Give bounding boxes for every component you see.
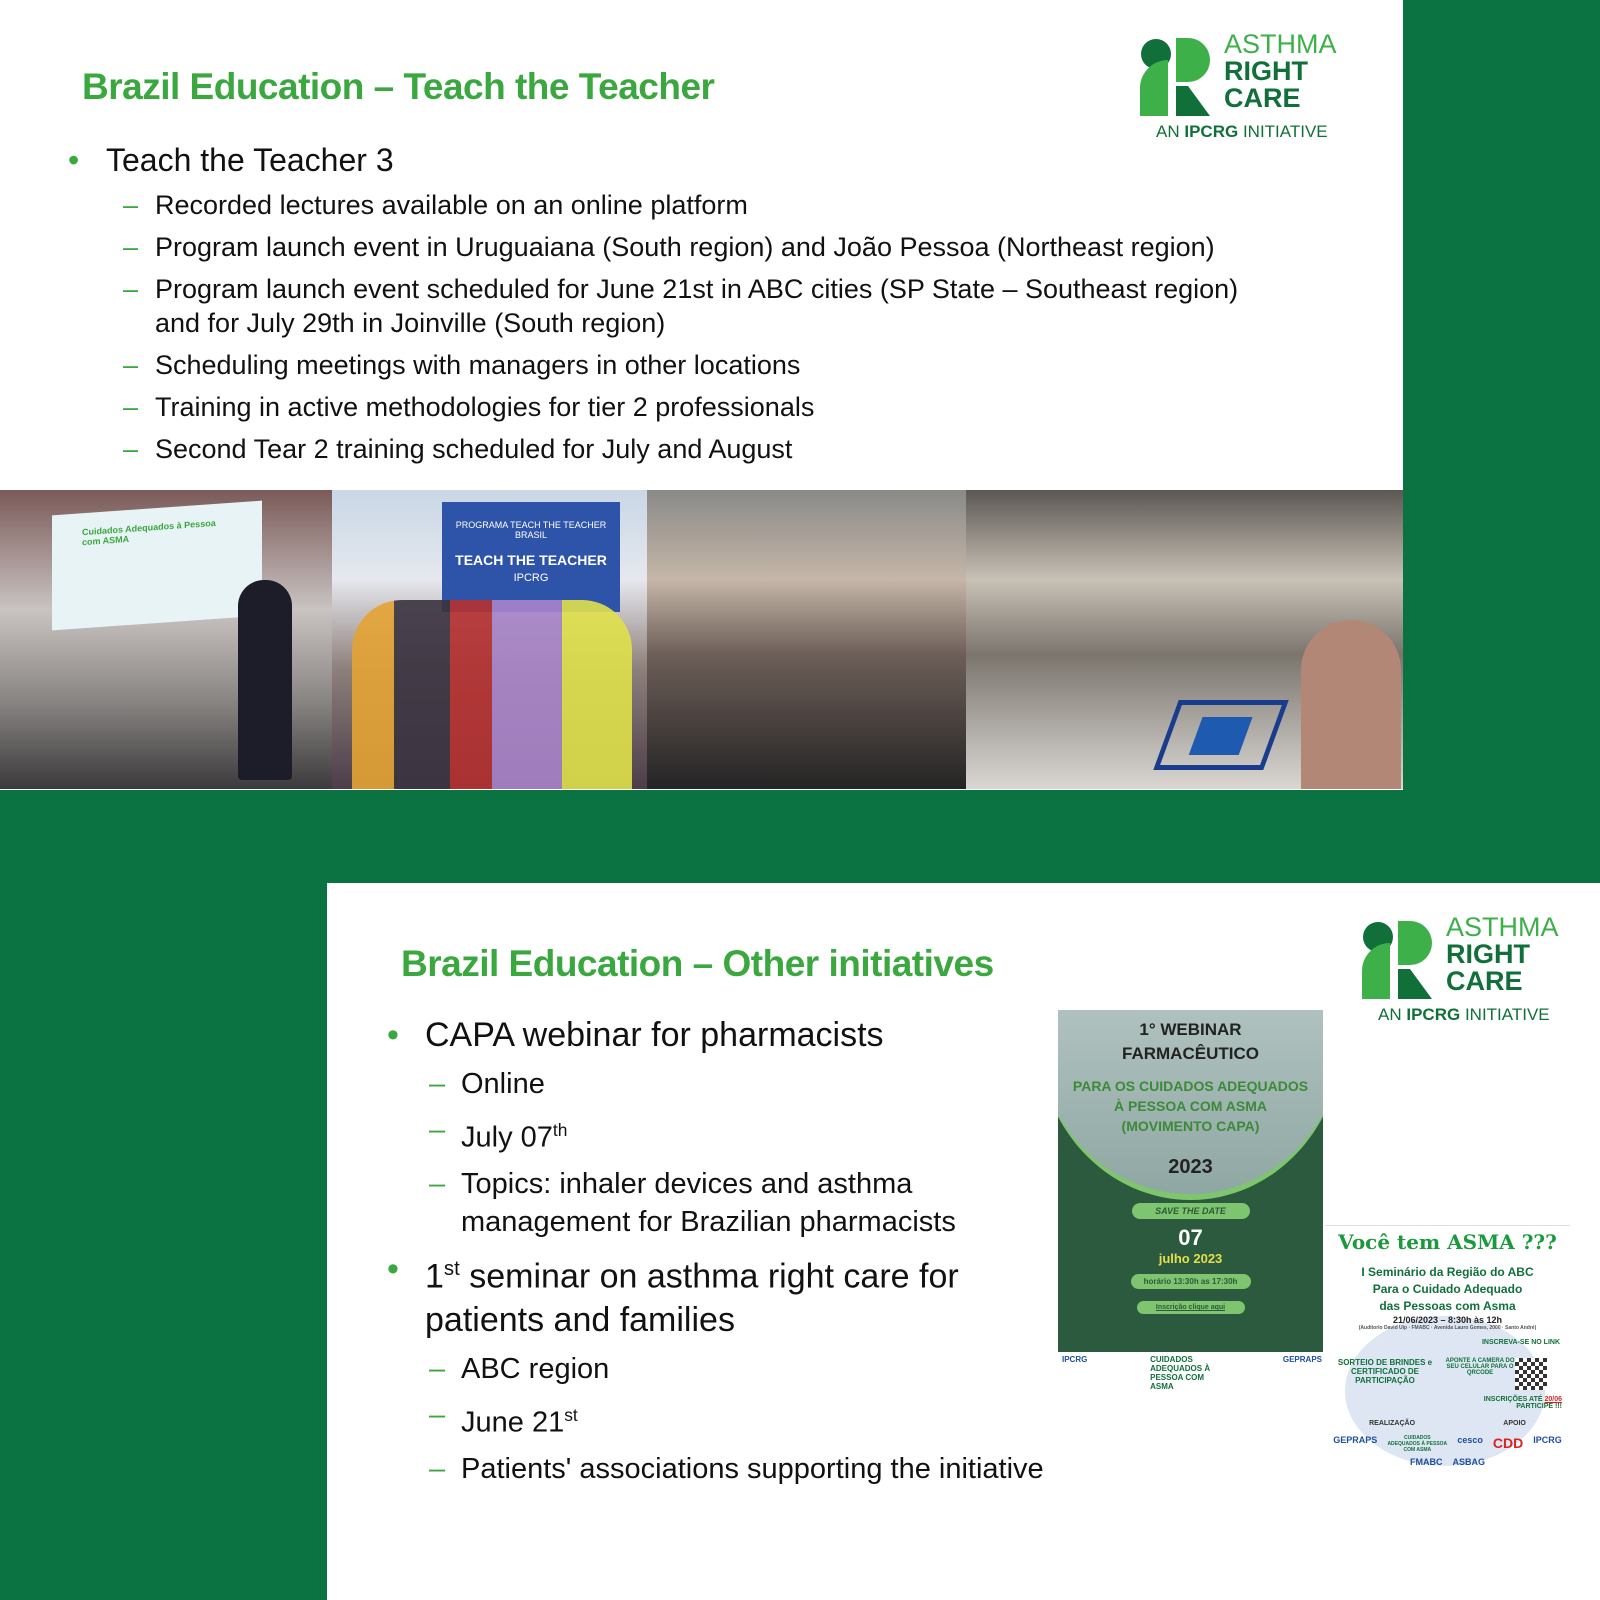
photo-group	[332, 490, 647, 789]
sub-bullet: – June 21st	[429, 1396, 1149, 1442]
sponsor-logos: GEPRAPS CUIDADOS ADEQUADOS À PESSOA COM ASMA cesco CDD IPCRG FMABC ASBAG	[1333, 1435, 1562, 1467]
webinar-poster	[1058, 1010, 1323, 1352]
bullet-list	[68, 140, 1328, 466]
slide-title: Brazil Education – Teach the Teacher	[82, 66, 715, 107]
sub-bullet: – Online	[429, 1065, 1077, 1103]
photo-lecture	[0, 490, 332, 789]
poster-venue: (Auditorio David Uip · FMABC · Avenida Lauro Gomes, 2000 · Santo André)	[1358, 1325, 1537, 1331]
poster-year: 2023	[1168, 1156, 1213, 1178]
people	[352, 600, 632, 789]
slide-teach-the-teacher	[0, 0, 1403, 790]
seminar-poster	[1325, 1225, 1570, 1570]
sub-bullet: – Program launch event in Uruguaiana (South region) and João Pessoa (Northeast region)	[123, 230, 1328, 264]
logo-line2: RIGHT	[1446, 939, 1530, 969]
sub-bullet: – Training in active methodologies for tier 2 professionals	[123, 390, 1328, 424]
ipcrg-logo: IPCRG	[1062, 1355, 1088, 1364]
bullet-item: • Teach the Teacher 3 – Recorded lectures available on an online platform – Program launch event in Uruguaiana (South region) and João Pessoa (Northeast region) – Program launch event scheduled for June 21st in ABC cities (SP State – Southeast region) and for July 29th in Joinville (South region) – Scheduling meetings with managers in other locations – Training in active methodologies for tier 2 professionals – Second Tear 2 training scheduled for July and August	[68, 140, 1328, 466]
poster-day: 07	[1178, 1225, 1203, 1250]
bullet-item: • CAPA webinar for pharmacists – Online – July 07th – Topics: inhaler devices and asthma management for Brazilian pharmacists	[387, 1013, 1077, 1241]
sub-bullet: – Patients' associations supporting the initiative	[429, 1450, 1149, 1488]
slide-title: Brazil Education – Other initiatives	[401, 943, 994, 984]
logo-line1: ASTHMA	[1224, 29, 1337, 59]
projected-slide: Cuidados Adequados à Pessoa com ASMA	[52, 501, 262, 631]
poster-logos	[1062, 1355, 1322, 1391]
logo-tagline: AN IPCRG INITIATIVE	[1378, 1005, 1550, 1024]
save-date: SAVE THE DATE	[1132, 1203, 1250, 1219]
sub-bullet: – Recorded lectures available on an online platform	[123, 188, 1328, 222]
raffle: SORTEIO DE BRINDES e CERTIFICADO DE PARTICIPAÇÃO	[1337, 1358, 1433, 1385]
arc-logo-icon	[1140, 38, 1212, 116]
sub-bullet: – Program launch event scheduled for June 21st in ABC cities (SP State – Southeast region) and for July 29th in Joinville (South region)	[123, 272, 1253, 340]
asthma-right-care-logo	[1140, 30, 1350, 145]
poster-headline: Você tem ASMA ???	[1338, 1230, 1557, 1254]
credits: REALIZAÇÃO APOIO	[1369, 1420, 1526, 1427]
sub-bullet: – ABC region	[429, 1350, 1149, 1388]
asthma-right-care-logo	[1362, 913, 1572, 1028]
speaker	[238, 580, 292, 780]
photo-audience-selfie	[966, 490, 1403, 789]
bullet-item: • 1st seminar on asthma right care for patients and families – ABC region – June 21st – Patients' associations supporting the initiative	[387, 1247, 1077, 1488]
slide-other-initiatives	[327, 883, 1600, 1600]
wheelchair-marking	[1153, 700, 1288, 770]
poster-line: PARA OS CUIDADOS ADEQUADOS À PESSOA COM ASMA (MOVIMENTO CAPA)	[1072, 1078, 1309, 1134]
arc-logo-icon	[1362, 921, 1434, 999]
qr-text: APONTE A CAMERA DO SEU CELULAR PARA O QRCODE	[1445, 1358, 1515, 1376]
poster-line: 1° WEBINAR	[1139, 1020, 1242, 1039]
poster-line: FARMACÊUTICO	[1122, 1044, 1259, 1063]
logo-line1: ASTHMA	[1446, 912, 1559, 942]
sub-bullet: – Scheduling meetings with managers in other locations	[123, 348, 1328, 382]
poster-mid	[1325, 1358, 1570, 1390]
poster-date: 21/06/2023 – 8:30h às 12h	[1392, 1315, 1503, 1325]
qr-code-icon	[1515, 1358, 1547, 1390]
poster-link[interactable]: Inscrição clique aqui	[1137, 1301, 1245, 1314]
deadline: INSCRIÇÕES ATÉ 20/06 PARTICIPE !!!	[1483, 1396, 1562, 1410]
sub-bullet: – Second Tear 2 training scheduled for July and August	[123, 432, 1328, 466]
selfie-person	[1301, 620, 1401, 789]
gepraps-logo: GEPRAPS	[1282, 1355, 1322, 1364]
photo-audience	[647, 490, 966, 789]
logo-tagline: AN IPCRG INITIATIVE	[1156, 122, 1328, 141]
banner: PROGRAMA TEACH THE TEACHER BRASIL TEACH THE TEACHER IPCRG	[442, 502, 620, 612]
capa-logo: CUIDADOS ADEQUADOS À PESSOA COM ASMA	[1150, 1355, 1211, 1391]
poster-time: horário 13:30h as 17:30h	[1131, 1274, 1251, 1289]
logo-line2: RIGHT	[1224, 56, 1308, 86]
bullet-list	[387, 1013, 1077, 1488]
poster-month: julho 2023	[1158, 1251, 1223, 1266]
wheelchair-icon	[1189, 717, 1253, 755]
poster-link[interactable]: INSCREVA-SE NO LINK	[1481, 1339, 1560, 1346]
logo-line3: CARE	[1224, 83, 1301, 113]
poster-title: I Seminário da Região do ABC Para o Cuidado Adequado das Pessoas com Asma	[1361, 1265, 1534, 1313]
logo-line3: CARE	[1446, 966, 1523, 996]
sub-bullet: – July 07th	[429, 1111, 1077, 1157]
sub-bullet: – Topics: inhaler devices and asthma management for Brazilian pharmacists	[429, 1165, 1077, 1241]
